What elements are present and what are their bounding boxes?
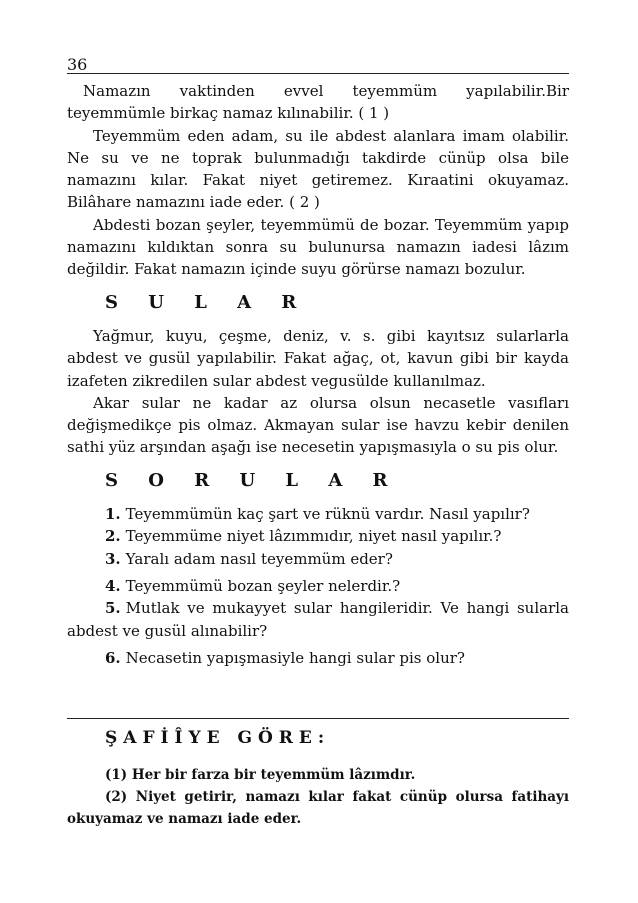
question-number: 5. bbox=[105, 599, 121, 618]
question-number: 4. bbox=[105, 576, 121, 595]
paragraph-2: Teyemmüm eden adam, su ile abdest alanlara imam olabilir. Ne su ve ne toprak bulunmadığı takdirde cünüp olsa bile namazını kılar. Fakat niyet getiremez. Kıraatini okuyamaz. Bilâhare namazını iade eder. ( 2 ) bbox=[67, 126, 569, 212]
sorular-heading: S O R U L A R bbox=[105, 469, 400, 491]
question-number: 1. bbox=[105, 505, 121, 524]
question-item bbox=[67, 647, 569, 669]
question-text: Necasetin yapışmasiyle hangi sular pis olur? bbox=[125, 648, 465, 667]
question-number: 3. bbox=[105, 549, 121, 568]
question-item bbox=[67, 548, 569, 570]
question-item bbox=[67, 525, 569, 547]
sular-paragraph-1: Yağmur, kuyu, çeşme, deniz, v. s. gibi kayıtsız sularlarla abdest ve gusül yapılabilir. Fakat ağaç, ot, kavun gibi bir kayda izafeten zikredilen sular abdest vegusülde kullanılmaz. bbox=[67, 326, 569, 390]
question-number: 6. bbox=[105, 648, 121, 667]
sular-paragraph-2: Akar sular ne kadar az olursa olsun necasetle vasıfları değişmedikçe pis olmaz. Akmayan sular ise havzu kebir denilen sathi yüz arşından aşağı ise necesetin yapışmasıyla o su pis olur. bbox=[67, 393, 569, 457]
question-list bbox=[67, 503, 569, 669]
page-number: 36 bbox=[67, 55, 88, 74]
main-text bbox=[67, 80, 569, 669]
sular-heading: S U L A R bbox=[105, 291, 309, 313]
safiiye-heading: ŞAFİÎYE GÖRE: bbox=[105, 728, 331, 748]
question-item bbox=[67, 575, 569, 597]
paragraph-1: Namazın vaktinden evvel teyemmüm yapılabilir.Bir teyemmümle birkaç namaz kılınabilir. ( 1 ) bbox=[67, 82, 569, 123]
question-item bbox=[67, 597, 569, 642]
question-text: Teyemmümün kaç şart ve rüknü vardır. Nasıl yapılır? bbox=[125, 505, 530, 524]
footnote-2: (2) Niyet getirir, namazı kılar fakat cünüp olursa fatihayı okuyamaz ve namazı iade eder. bbox=[67, 789, 569, 827]
footnote-1: (1) Her bir farza bir teyemmüm lâzımdır. bbox=[105, 767, 416, 783]
question-text: Teyemmüme niyet lâzımmıdır, niyet nasıl yapılır.? bbox=[125, 527, 502, 546]
question-number: 2. bbox=[105, 527, 121, 546]
question-item bbox=[67, 503, 569, 525]
safiiye-section bbox=[67, 728, 569, 830]
question-text: Mutlak ve mukayyet sular hangileridir. Ve hangi sularla abdest ve gusül alınabilir? bbox=[67, 599, 569, 640]
question-text: Teyemmümü bozan şeyler nelerdir.? bbox=[125, 576, 401, 595]
question-text: Yaralı adam nasıl teyemmüm eder? bbox=[125, 549, 393, 568]
footnote-rule bbox=[67, 718, 569, 719]
paragraph-3: Abdesti bozan şeyler, teyemmümü de bozar. Teyemmüm yapıp namazını kıldıktan sonra su bulunursa namazın iadesi lâzım değildir. Fakat namazın içinde suyu görürse namazı bozulur. bbox=[67, 215, 569, 279]
top-rule bbox=[67, 73, 569, 74]
